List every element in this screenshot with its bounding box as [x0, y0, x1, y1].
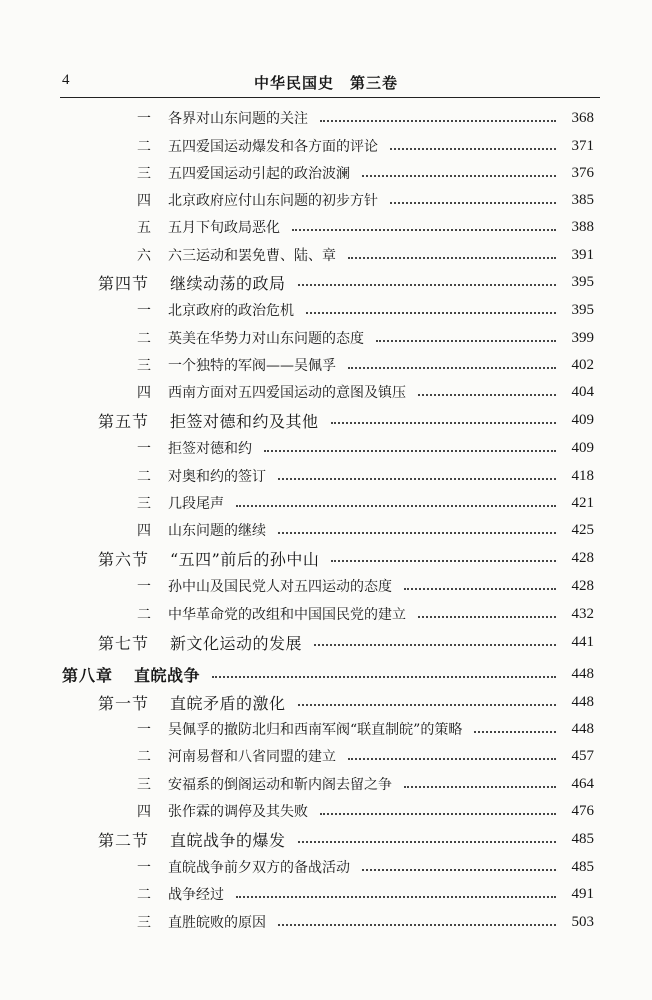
toc-page-number: 432 [571, 605, 594, 622]
dot-leader [418, 394, 556, 396]
dot-leader [236, 505, 556, 507]
toc-item-row [0, 352, 594, 378]
toc-page-number: 448 [571, 665, 594, 682]
dot-leader [418, 616, 556, 618]
toc-item-row [0, 463, 594, 489]
toc-item-title: 安福系的倒阁运动和靳内阁去留之争 [168, 777, 392, 793]
toc-section-number: 第六节 [98, 549, 150, 569]
toc-item-title: 五四爱国运动爆发和各方面的评论 [168, 139, 378, 155]
toc-item-title: 拒签对德和约 [168, 441, 252, 457]
toc-item-title: 各界对山东问题的关注 [168, 111, 308, 127]
toc-item-row [0, 297, 594, 323]
dot-leader [236, 896, 556, 898]
toc-item-row [0, 187, 594, 213]
toc-item-row [0, 379, 594, 405]
toc-item-row [0, 105, 594, 131]
toc-chapter-number: 第八章 [62, 665, 114, 685]
toc-section-number: 第五节 [98, 411, 150, 431]
toc-item-row [0, 798, 594, 824]
toc-item-row [0, 160, 594, 186]
toc-section-row [0, 407, 594, 433]
dot-leader [278, 924, 556, 926]
toc-item-row [0, 517, 594, 543]
toc-item-number: 三 [137, 777, 151, 793]
toc-item-row [0, 490, 594, 516]
toc-item-title: 山东问题的继续 [168, 523, 266, 539]
toc-item-number: 一 [137, 579, 151, 595]
toc-section-number: 第四节 [98, 273, 150, 293]
dot-leader [331, 560, 556, 562]
toc-item-number: 一 [137, 303, 151, 319]
dot-leader [292, 229, 556, 231]
toc-page-number: 485 [571, 830, 594, 847]
toc-item-number: 四 [137, 523, 151, 539]
toc-page-number: 491 [571, 885, 594, 902]
toc-page-number: 399 [571, 329, 594, 346]
toc-section-number: 第二节 [98, 830, 150, 850]
toc-section-title: 新文化运动的发展 [170, 633, 303, 653]
header-rule [60, 97, 600, 98]
toc-section-row [0, 545, 594, 571]
toc-item-title: 中华革命党的改组和中国国民党的建立 [168, 607, 406, 623]
toc-page-number: 441 [571, 633, 594, 650]
toc-item-title: 五月下旬政局恶化 [168, 220, 280, 236]
toc-item-number: 二 [137, 139, 151, 155]
toc-section-title: 拒签对德和约及其他 [170, 411, 319, 431]
dot-leader [474, 731, 556, 733]
toc-item-row [0, 854, 594, 880]
toc-page-number: 421 [571, 494, 594, 511]
toc-item-row [0, 573, 594, 599]
toc-item-title: 一个独特的军阀——吴佩孚 [168, 358, 336, 374]
toc-item-title: 直皖战争前夕双方的备战活动 [168, 860, 350, 876]
toc-page-number: 448 [571, 693, 594, 710]
toc-item-number: 二 [137, 887, 151, 903]
toc-item-row [0, 133, 594, 159]
toc-section-title: 直皖矛盾的激化 [170, 693, 286, 713]
toc-page-number: 395 [571, 273, 594, 290]
toc-page-number: 428 [571, 549, 594, 566]
toc-item-title: 对奥和约的签订 [168, 469, 266, 485]
toc-item-title: 北京政府应付山东问题的初步方针 [168, 193, 378, 209]
toc-item-number: 三 [137, 496, 151, 512]
dot-leader [298, 704, 556, 706]
toc-section-number: 第一节 [98, 693, 150, 713]
toc-section-row [0, 629, 594, 655]
toc-page-number: 385 [571, 191, 594, 208]
toc-item-row [0, 881, 594, 907]
toc-page-number: 388 [571, 218, 594, 235]
toc-item-title: 吴佩孚的撤防北归和西南军阀“联直制皖”的策略 [168, 722, 463, 738]
toc-page-number: 368 [571, 109, 594, 126]
dot-leader [404, 786, 556, 788]
toc-item-number: 二 [137, 749, 151, 765]
toc-item-title: 孙中山及国民党人对五四运动的态度 [168, 579, 392, 595]
toc-item-row [0, 601, 594, 627]
dot-leader [348, 367, 556, 369]
running-title: 中华民国史 第三卷 [253, 74, 398, 92]
toc-item-title: 五四爱国运动引起的政治波澜 [168, 166, 350, 182]
toc-page-number: 425 [571, 521, 594, 538]
toc-item-title: 六三运动和罢免曹、陆、章 [168, 248, 336, 264]
dot-leader [320, 120, 556, 122]
toc-page-number: 376 [571, 164, 594, 181]
toc-page-number: 485 [571, 858, 594, 875]
dot-leader [278, 532, 556, 534]
page-header [0, 0, 652, 100]
toc-page-number: 418 [571, 467, 594, 484]
dot-leader [348, 758, 556, 760]
toc-item-title: 直胜皖败的原因 [168, 915, 266, 931]
toc-item-number: 一 [137, 441, 151, 457]
toc-page-number: 402 [571, 356, 594, 373]
toc-item-title: 张作霖的调停及其失败 [168, 804, 308, 820]
toc-page-number: 476 [571, 802, 594, 819]
toc-item-row [0, 716, 594, 742]
toc-item-title: 战争经过 [168, 887, 224, 903]
toc-item-number: 六 [137, 248, 151, 264]
toc-page-number: 428 [571, 577, 594, 594]
toc-item-row [0, 771, 594, 797]
dot-leader [298, 284, 556, 286]
dot-leader [348, 257, 556, 259]
dot-leader [278, 478, 556, 480]
toc-item-number: 二 [137, 469, 151, 485]
dot-leader [390, 202, 556, 204]
toc-item-title: 北京政府的政治危机 [168, 303, 294, 319]
toc-page-number: 457 [571, 747, 594, 764]
toc-item-number: 四 [137, 193, 151, 209]
toc-chapter-title: 直皖战争 [134, 665, 201, 685]
toc-item-number: 一 [137, 722, 151, 738]
toc-item-title: 英美在华势力对山东问题的态度 [168, 331, 364, 347]
toc-item-number: 一 [137, 111, 151, 127]
toc-page-number: 395 [571, 301, 594, 318]
toc-page-number: 404 [571, 383, 594, 400]
toc-section-row [0, 689, 594, 715]
dot-leader [362, 175, 556, 177]
toc-page-number: 391 [571, 246, 594, 263]
toc-item-title: 几段尾声 [168, 496, 224, 512]
toc-section-row [0, 826, 594, 852]
toc-item-number: 三 [137, 166, 151, 182]
toc-item-number: 四 [137, 385, 151, 401]
toc-item-number: 二 [137, 607, 151, 623]
toc-item-row [0, 214, 594, 240]
toc-section-title: 继续动荡的政局 [170, 273, 286, 293]
dot-leader [390, 148, 556, 150]
toc-page-number: 409 [571, 439, 594, 456]
dot-leader [331, 422, 556, 424]
toc-section-row [0, 269, 594, 295]
toc-item-number: 四 [137, 804, 151, 820]
dot-leader [212, 676, 556, 678]
dot-leader [376, 340, 556, 342]
toc-item-number: 二 [137, 331, 151, 347]
toc-item-number: 三 [137, 358, 151, 374]
dot-leader [298, 841, 556, 843]
toc-page-number: 503 [571, 913, 594, 930]
toc-item-row [0, 909, 594, 935]
toc-item-number: 一 [137, 860, 151, 876]
dot-leader [264, 450, 556, 452]
toc-section-title: 直皖战争的爆发 [170, 830, 286, 850]
toc-item-number: 五 [137, 220, 151, 236]
toc-item-row [0, 325, 594, 351]
toc-item-row [0, 435, 594, 461]
toc-page-number: 371 [571, 137, 594, 154]
page-number: 4 [62, 72, 70, 88]
dot-leader [404, 588, 556, 590]
toc-item-row [0, 743, 594, 769]
toc-section-number: 第七节 [98, 633, 150, 653]
toc-page-number: 448 [571, 720, 594, 737]
toc-item-title: 西南方面对五四爱国运动的意图及镇压 [168, 385, 406, 401]
dot-leader [314, 644, 556, 646]
toc-page-number: 409 [571, 411, 594, 428]
toc-page-number: 464 [571, 775, 594, 792]
toc-item-title: 河南易督和八省同盟的建立 [168, 749, 336, 765]
dot-leader [306, 312, 556, 314]
toc-section-title: “五四”前后的孙中山 [170, 549, 320, 569]
dot-leader [320, 813, 556, 815]
toc-chapter-row [0, 661, 594, 687]
dot-leader [362, 869, 556, 871]
toc-item-row [0, 242, 594, 268]
toc-item-number: 三 [137, 915, 151, 931]
